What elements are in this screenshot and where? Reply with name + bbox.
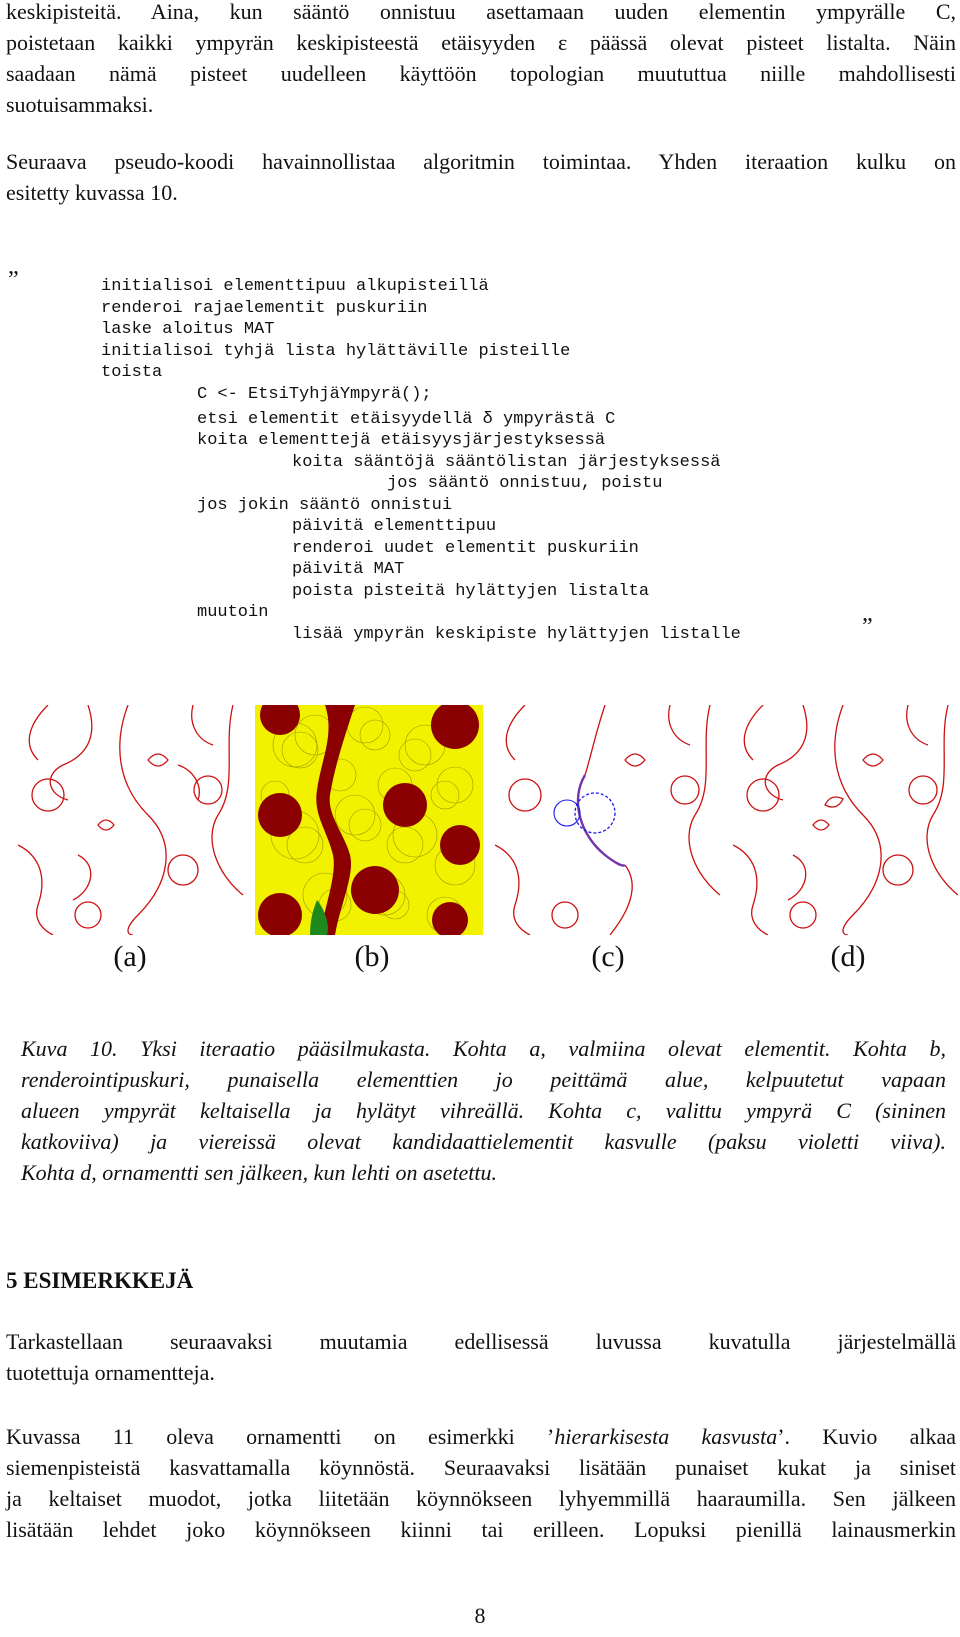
para2-line-1-end: ’. Kuvio alkaa — [777, 1424, 956, 1449]
paragraph-1 — [6, 1326, 956, 1388]
figure-label-b: (b) — [354, 940, 390, 973]
para2-line-1 — [6, 1421, 956, 1452]
code-line: koita sääntöjä sääntölistan järjestyksessä — [292, 452, 721, 472]
para1-line-1: Tarkastellaan seuraavaksi muutamia edellisessä luvussa kuvatulla järjestelmällä — [6, 1329, 956, 1354]
intro-line-3: saadaan nämä pisteet uudelleen käyttöön topologian muututtua niille mahdollisesti — [6, 61, 956, 86]
intro-line-4: suotuisammaksi. — [6, 92, 154, 117]
figure-panel-a — [18, 705, 248, 935]
figure-label-a: (a) — [113, 940, 147, 973]
code-line: koita elementtejä etäisyysjärjestyksessä — [197, 431, 606, 450]
caption-line-4: katkoviiva) ja viereissä olevat kandidaattielementit kasvulle (paksu violetti viiva). — [21, 1129, 946, 1154]
code-line: renderoi uudet elementit puskuriin — [292, 538, 639, 558]
code-line: päivitä elementtipuu — [292, 517, 497, 536]
figure-label-c: (c) — [591, 940, 625, 973]
figure-label-d: (d) — [830, 940, 866, 973]
intro-line-2: poistetaan kaikki ympyrän keskipisteestä etäisyyden ε päässä olevat pisteet listalta. Näin — [6, 30, 956, 55]
code-line: poista pisteitä hylättyjen listalta — [292, 581, 650, 601]
code-line: toista — [101, 363, 163, 382]
para1-line-2: tuotettuja ornamentteja. — [6, 1360, 215, 1385]
code-line: C <- EtsiTyhjäYmpyrä(); — [197, 385, 432, 404]
code-line: laske aloitus MAT — [101, 320, 275, 339]
para2-line-3: ja keltaiset muodot, jotka liitetään köynnökseen lyhyemmillä haaraumilla. Sen jälkeen — [6, 1486, 956, 1511]
pseudo-intro-paragraph — [6, 146, 956, 208]
para2-line-4: lisätään lehdet joko köynnökseen kiinni tai erilleen. Lopuksi pienillä lainausmerkin — [6, 1517, 956, 1542]
code-line: päivitä MAT — [292, 560, 405, 579]
figure-caption — [21, 1033, 946, 1188]
para2-italic-term: hierarkisesta kasvusta — [554, 1424, 778, 1449]
figure-panel-c — [495, 705, 725, 935]
code-line: initialisoi tyhjä lista hylättäville pisteille — [101, 341, 571, 361]
caption-line-1: Kuva 10. Yksi iteraatio pääsilmukasta. Kohta a, valmiina olevat elementit. Kohta b, — [21, 1036, 946, 1061]
paragraph-2 — [6, 1421, 956, 1545]
intro-line-1: keskipisteitä. Aina, kun sääntö onnistuu asettamaan uuden elementin ympyrälle C, — [6, 0, 956, 24]
caption-line-3: alueen ympyrät keltaisella ja hylätyt vihreällä. Kohta c, valittu ympyrä C (sininen — [21, 1098, 946, 1123]
figure-panel-d — [733, 705, 960, 935]
para2-line-2: siemenpisteistä kasvattamalla köynnöstä. Seuraavaksi lisätään punaiset kukat ja siniset — [6, 1455, 956, 1480]
intro-paragraph — [6, 0, 956, 120]
open-quote: ” — [8, 267, 19, 293]
caption-line-2: renderointipuskuri, punaisella elementtien jo peittämä alue, kelpuutetut vapaan — [21, 1067, 946, 1092]
code-line: muutoin — [197, 603, 269, 622]
close-quote: ” — [862, 614, 873, 640]
pseudo-intro-line-2: esitetty kuvassa 10. — [6, 180, 178, 205]
section-heading: 5 ESIMERKKEJÄ — [6, 1268, 194, 1293]
pseudo-intro-line-1: Seuraava pseudo-koodi havainnollistaa algoritmin toimintaa. Yhden iteraation kulku on — [6, 149, 956, 174]
caption-line-5: Kohta d, ornamentti sen jälkeen, kun lehti on asetettu. — [21, 1160, 497, 1185]
figure-panel-b — [255, 705, 483, 935]
code-line: lisää ympyrän keskipiste hylättyjen listalle — [292, 624, 741, 644]
code-line: renderoi rajaelementit puskuriin — [101, 298, 428, 318]
code-line: initialisoi elementtipuu alkupisteillä — [101, 277, 489, 296]
code-line: etsi elementit etäisyydellä δ ympyrästä C — [197, 410, 616, 429]
page-number: 8 — [474, 1603, 486, 1628]
code-line: jos jokin sääntö onnistui — [197, 495, 453, 515]
code-line: jos sääntö onnistuu, poistu — [387, 474, 663, 493]
para2-line-1-start: Kuvassa 11 oleva ornamentti on esimerkki ’ — [6, 1424, 555, 1449]
